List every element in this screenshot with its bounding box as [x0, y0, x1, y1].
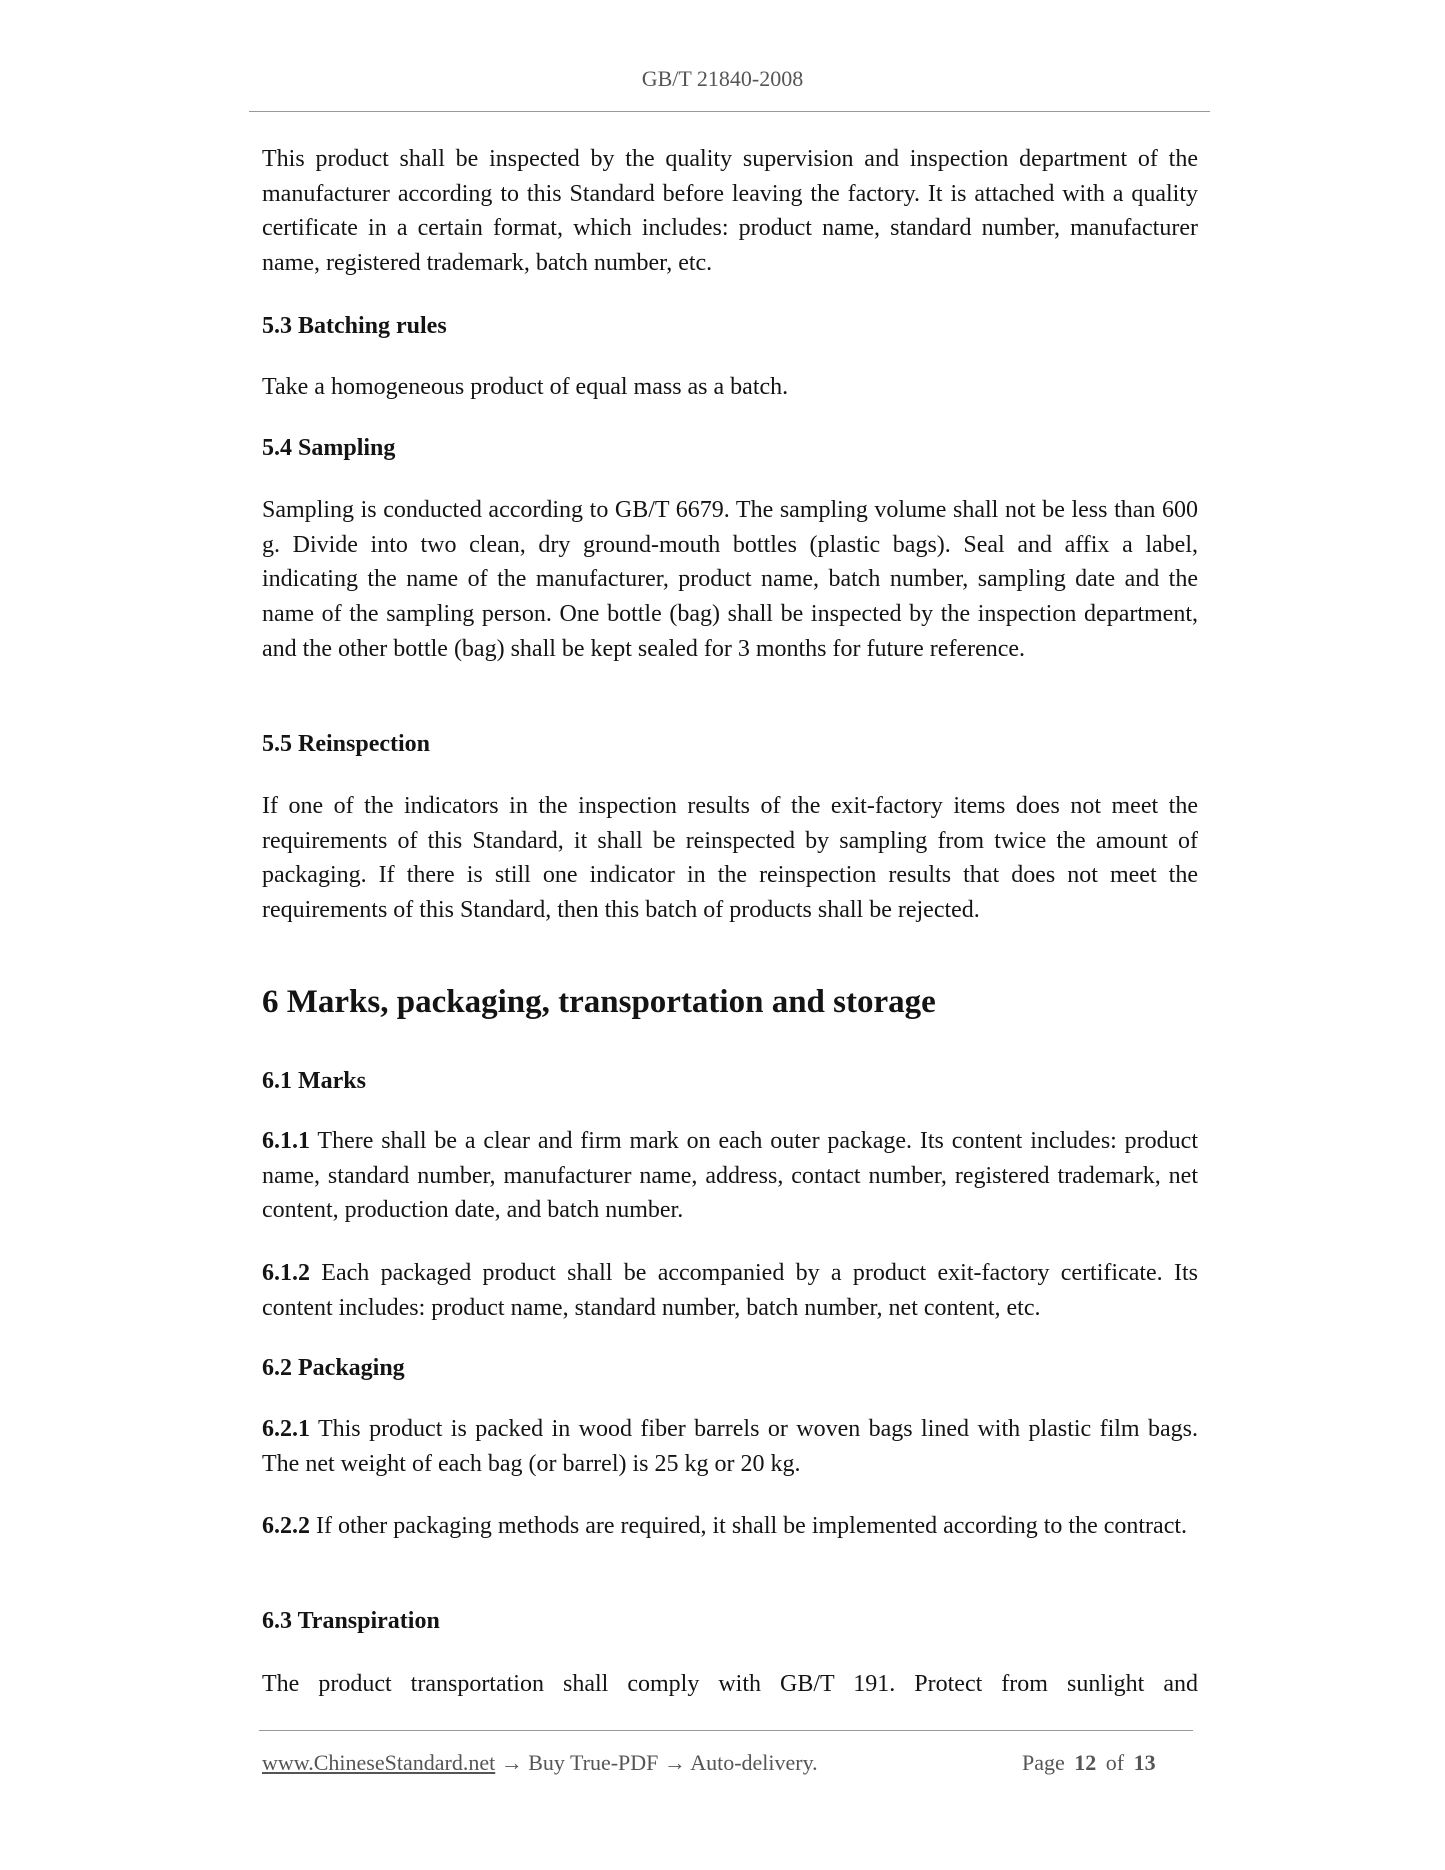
clause-number: 6.2.1 [262, 1416, 310, 1442]
footer-divider [259, 1730, 1193, 1731]
section-6-heading: 6 Marks, packaging, transportation and storage [262, 984, 936, 1020]
clause-text: If other packaging methods are required, it shall be implemented according to the contract. [310, 1513, 1188, 1539]
clause-text: There shall be a clear and firm mark on each outer package. Its content includes: product name, standard number, manufacturer name, address, contact number, registered trademark, net content, production date, and batch number. [262, 1128, 1198, 1224]
section-6-3-text: The product transportation shall comply with GB/T 191. Protect from sunlight and [262, 1671, 1198, 1697]
clause-number: 6.1.1 [262, 1128, 310, 1154]
document-header: GB/T 21840-2008 [641, 66, 804, 91]
clause-text: This product is packed in wood fiber barrels or woven bags lined with plastic film bags. The net weight of each bag (or barrel) is 25 kg or 20 kg. [262, 1416, 1198, 1477]
page-label: Page [1022, 1750, 1065, 1775]
section-5-3-text: Take a homogeneous product of equal mass as a batch. [262, 374, 789, 400]
section-6-3-heading: 6.3 Transpiration [262, 1608, 440, 1634]
section-5-5-text: If one of the indicators in the inspection results of the exit-factory items does not meet the requirements of this Standard, it shall be reinspected by sampling from twice the amount of packaging. If there is still one indicator in the reinspection results that does not meet the requirements of this Standard, then this batch of products shall be rejected. [262, 793, 1198, 924]
clause-number: 6.2.2 [262, 1513, 310, 1539]
section-5-4-heading: 5.4 Sampling [262, 435, 396, 461]
clause-6-1-1 [262, 1124, 1198, 1228]
section-5-4-text: Sampling is conducted according to GB/T 6679. The sampling volume shall not be less than 600 g. Divide into two clean, dry ground-mouth bottles (plastic bags). Seal and affix a label, indicating the name of the manufacturer, product name, batch number, sampling date and the name of the sampling person. One bottle (bag) shall be inspected by the inspection department, and the other bottle (bag) shall be kept sealed for 3 months for future reference. [262, 497, 1198, 662]
clause-6-2-2 [262, 1509, 1198, 1544]
footer-tagline: → Buy True-PDF → Auto-delivery. [495, 1750, 818, 1775]
clause-number: 6.1.2 [262, 1260, 310, 1286]
section-5-5-heading: 5.5 Reinspection [262, 731, 430, 757]
page-indicator [1022, 1750, 1156, 1776]
clause-text: Each packaged product shall be accompanied by a product exit-factory certificate. Its content includes: product name, standard number, batch number, net content, etc. [262, 1260, 1198, 1321]
section-6-1-heading: 6.1 Marks [262, 1068, 366, 1094]
section-6-2-heading: 6.2 Packaging [262, 1355, 405, 1381]
total-pages: 13 [1133, 1750, 1156, 1775]
clause-6-1-2 [262, 1256, 1198, 1325]
clause-6-2-1 [262, 1412, 1198, 1481]
of-label: of [1105, 1750, 1125, 1775]
website-link[interactable]: www.ChineseStandard.net [262, 1750, 496, 1775]
intro-paragraph: This product shall be inspected by the quality supervision and inspection department of the manufacturer according to this Standard before leaving the factory. It is attached with a quality certificate in a certain format, which includes: product name, standard number, manufacturer name, registered trademark, batch number, etc. [262, 146, 1198, 277]
header-divider [249, 111, 1210, 112]
section-5-3-heading: 5.3 Batching rules [262, 313, 447, 339]
footer-left [262, 1750, 818, 1776]
current-page: 12 [1074, 1750, 1097, 1775]
